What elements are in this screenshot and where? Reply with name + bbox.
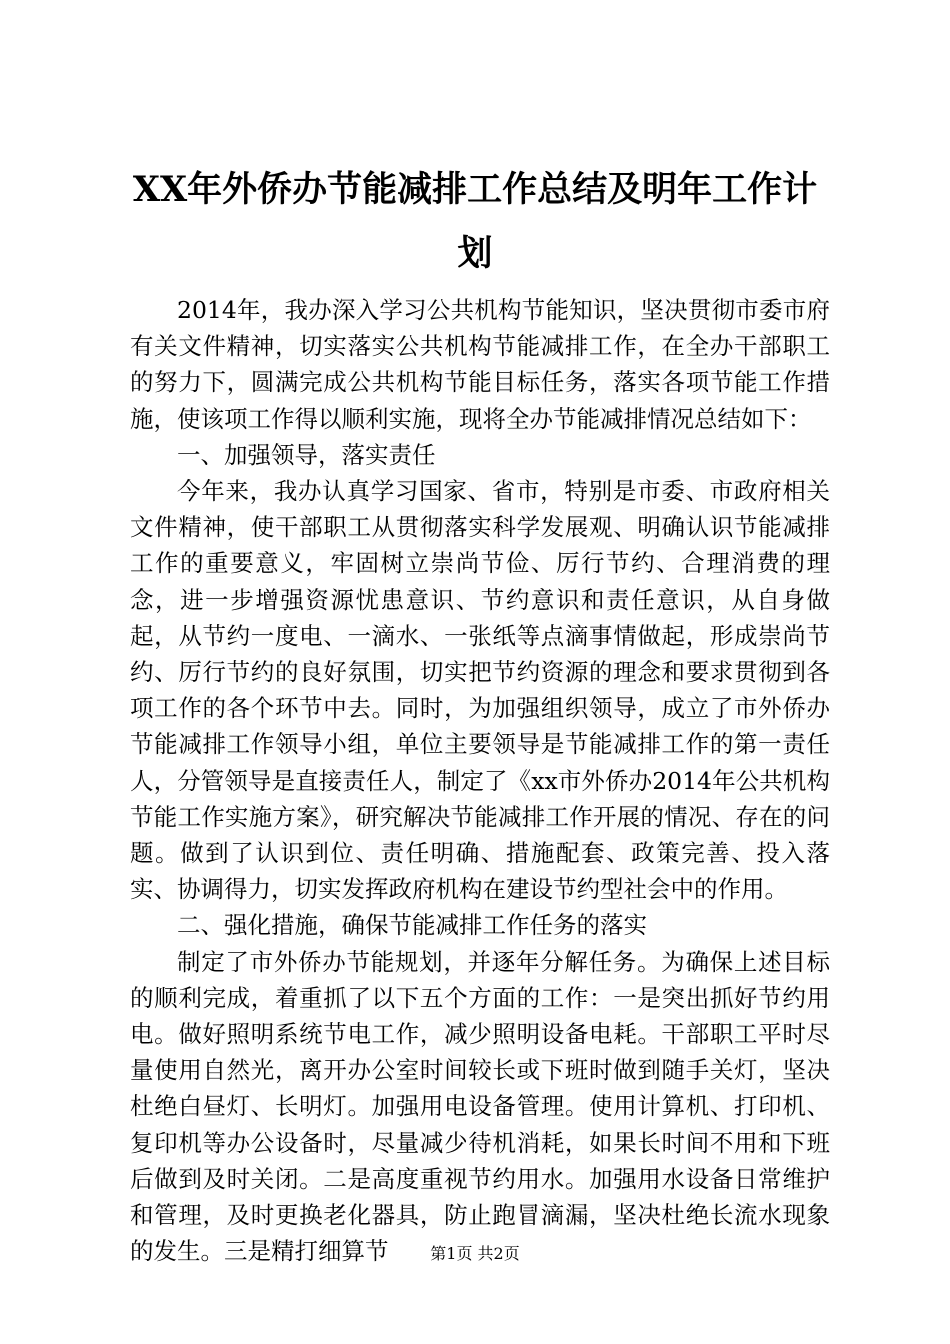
- section-heading-1: 一、加强领导，落实责任: [177, 440, 436, 469]
- paragraph-intro: 2014年，我办深入学习公共机构节能知识，坚决贯彻市委市府有关文件精神，切实落实公共机构节能减排工作，在全办干部职工的努力下，圆满完成公共机构节能目标任务，落实各项节能工作措施，使该项工作得以顺利实施，现将全办节能减排情况总结如下：: [130, 296, 830, 433]
- paragraph-section-2: 制定了市外侨办节能规划，并逐年分解任务。为确保上述目标的顺利完成，着重抓了以下五个方面的工作：一是突出抓好节约用电。做好照明系统节电工作，减少照明设备电耗。干部职工平时尽量使用自然光，离开办公室时间较长或下班时做到随手关灯，坚决杜绝白昼灯、长明灯。加强用电设备管理。使用计算机、打印机、复印机等办公设备时，尽量减少待机消耗，如果长时间不用和下班后做到及时关闭。二是高度重视节约用水。加强用水设备日常维护和管理，及时更换老化器具，防止跑冒滴漏，坚决杜绝长流水现象的发生。三是精打细算节: [130, 947, 830, 1266]
- document-body: [130, 292, 830, 1269]
- document-title: XX年外侨办节能减排工作总结及明年工作计划: [132, 169, 818, 274]
- page-footer: 第1页 共2页: [430, 1244, 520, 1263]
- section-heading-2: 二、强化措施，确保节能减排工作任务的落实: [177, 911, 647, 940]
- paragraph-section-1: 今年来，我办认真学习国家、省市，特别是市委、市政府相关文件精神，使干部职工从贯彻落实科学发展观、明确认识节能减排工作的重要意义，牢固树立崇尚节俭、厉行节约、合理消费的理念，进一步增强资源忧患意识、节约意识和责任意识，从自身做起，从节约一度电、一滴水、一张纸等点滴事情做起，形成崇尚节约、厉行节约的良好氛围，切实把节约资源的理念和要求贯彻到各项工作的各个环节中去。同时，为加强组织领导，成立了市外侨办节能减排工作领导小组，单位主要领导是节能减排工作的第一责任人，分管领导是直接责任人，制定了《xx市外侨办2014年公共机构节能工作实施方案》，研究解决节能减排工作开展的情况、存在的问题。做到了认识到位、责任明确、措施配套、政策完善、投入落实、协调得力，切实发挥政府机构在建设节约型社会中的作用。: [130, 477, 830, 904]
